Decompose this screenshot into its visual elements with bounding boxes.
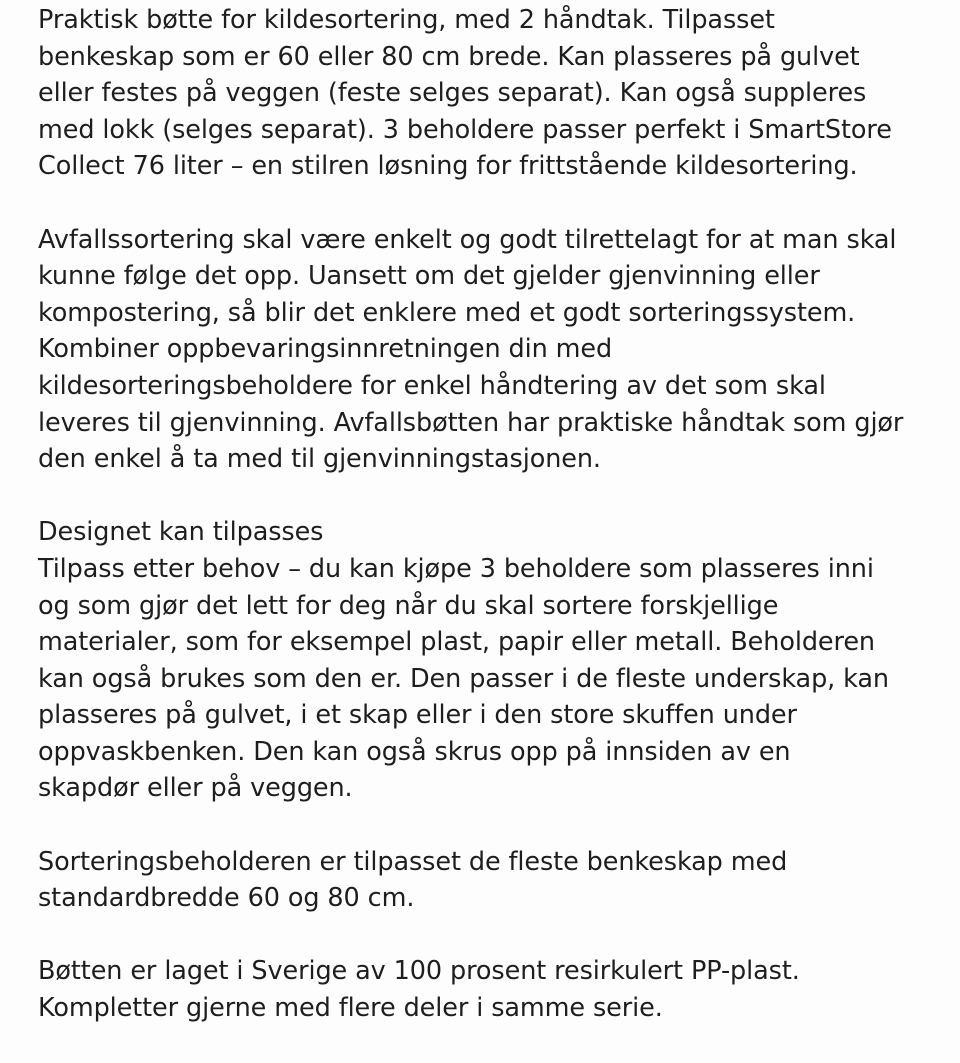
text-line: oppvaskbenken. Den kan også skrus opp på innsiden av en xyxy=(38,736,791,767)
text-line: skapdør eller på veggen. xyxy=(38,773,353,804)
text-line: standardbredde 60 og 80 cm. xyxy=(38,883,415,914)
text-line: eller festes på veggen (feste selges separat). Kan også suppleres xyxy=(38,78,867,109)
paragraph-sorting xyxy=(38,222,960,478)
paragraph-intro xyxy=(38,2,960,185)
text-line: Kompletter gjerne med flere deler i samme serie. xyxy=(38,993,663,1024)
text-line: den enkel å ta med til gjenvinningstasjonen. xyxy=(38,444,601,475)
text-line: Kombiner oppbevaringsinnretningen din med xyxy=(38,334,613,365)
text-line: og som gjør det lett for deg når du skal sortere forskjellige xyxy=(38,590,779,621)
text-line: kildesorteringsbeholdere for enkel håndtering av det som skal xyxy=(38,370,826,401)
text-line: Tilpass etter behov – du kan kjøpe 3 beholdere som plasseres inni xyxy=(38,553,874,584)
text-line: Avfallssortering skal være enkelt og godt tilrettelagt for at man skal xyxy=(38,224,897,255)
text-line: Sorteringsbeholderen er tilpasset de fleste benkeskap med xyxy=(38,846,788,877)
paragraph-fit xyxy=(38,844,960,917)
paragraph-material xyxy=(38,953,960,1026)
text-line: Bøtten er laget i Sverige av 100 prosent resirkulert PP-plast. xyxy=(38,956,800,987)
text-line: Collect 76 liter – en stilren løsning for frittstående kildesortering. xyxy=(38,151,858,182)
product-description xyxy=(38,2,960,1063)
text-line: med lokk (selges separat). 3 beholdere passer perfekt i SmartStore xyxy=(38,114,892,145)
text-line: plasseres på gulvet, i et skap eller i den store skuffen under xyxy=(38,700,797,731)
paragraph-design xyxy=(38,514,960,807)
text-line: kompostering, så blir det enklere med et godt sorteringssystem. xyxy=(38,297,856,328)
section-heading: Designet kan tilpasses xyxy=(38,517,324,548)
text-line: leveres til gjenvinning. Avfallsbøtten har praktiske håndtak som gjør xyxy=(38,407,904,438)
text-line: materialer, som for eksempel plast, papir eller metall. Beholderen xyxy=(38,627,875,658)
text-line: kan også brukes som den er. Den passer i de fleste underskap, kan xyxy=(38,663,889,694)
text-line: kunne følge det opp. Uansett om det gjelder gjenvinning eller xyxy=(38,261,820,292)
text-line: benkeskap som er 60 eller 80 cm brede. Kan plasseres på gulvet xyxy=(38,41,860,72)
text-line: Praktisk bøtte for kildesortering, med 2 håndtak. Tilpasset xyxy=(38,5,775,35)
